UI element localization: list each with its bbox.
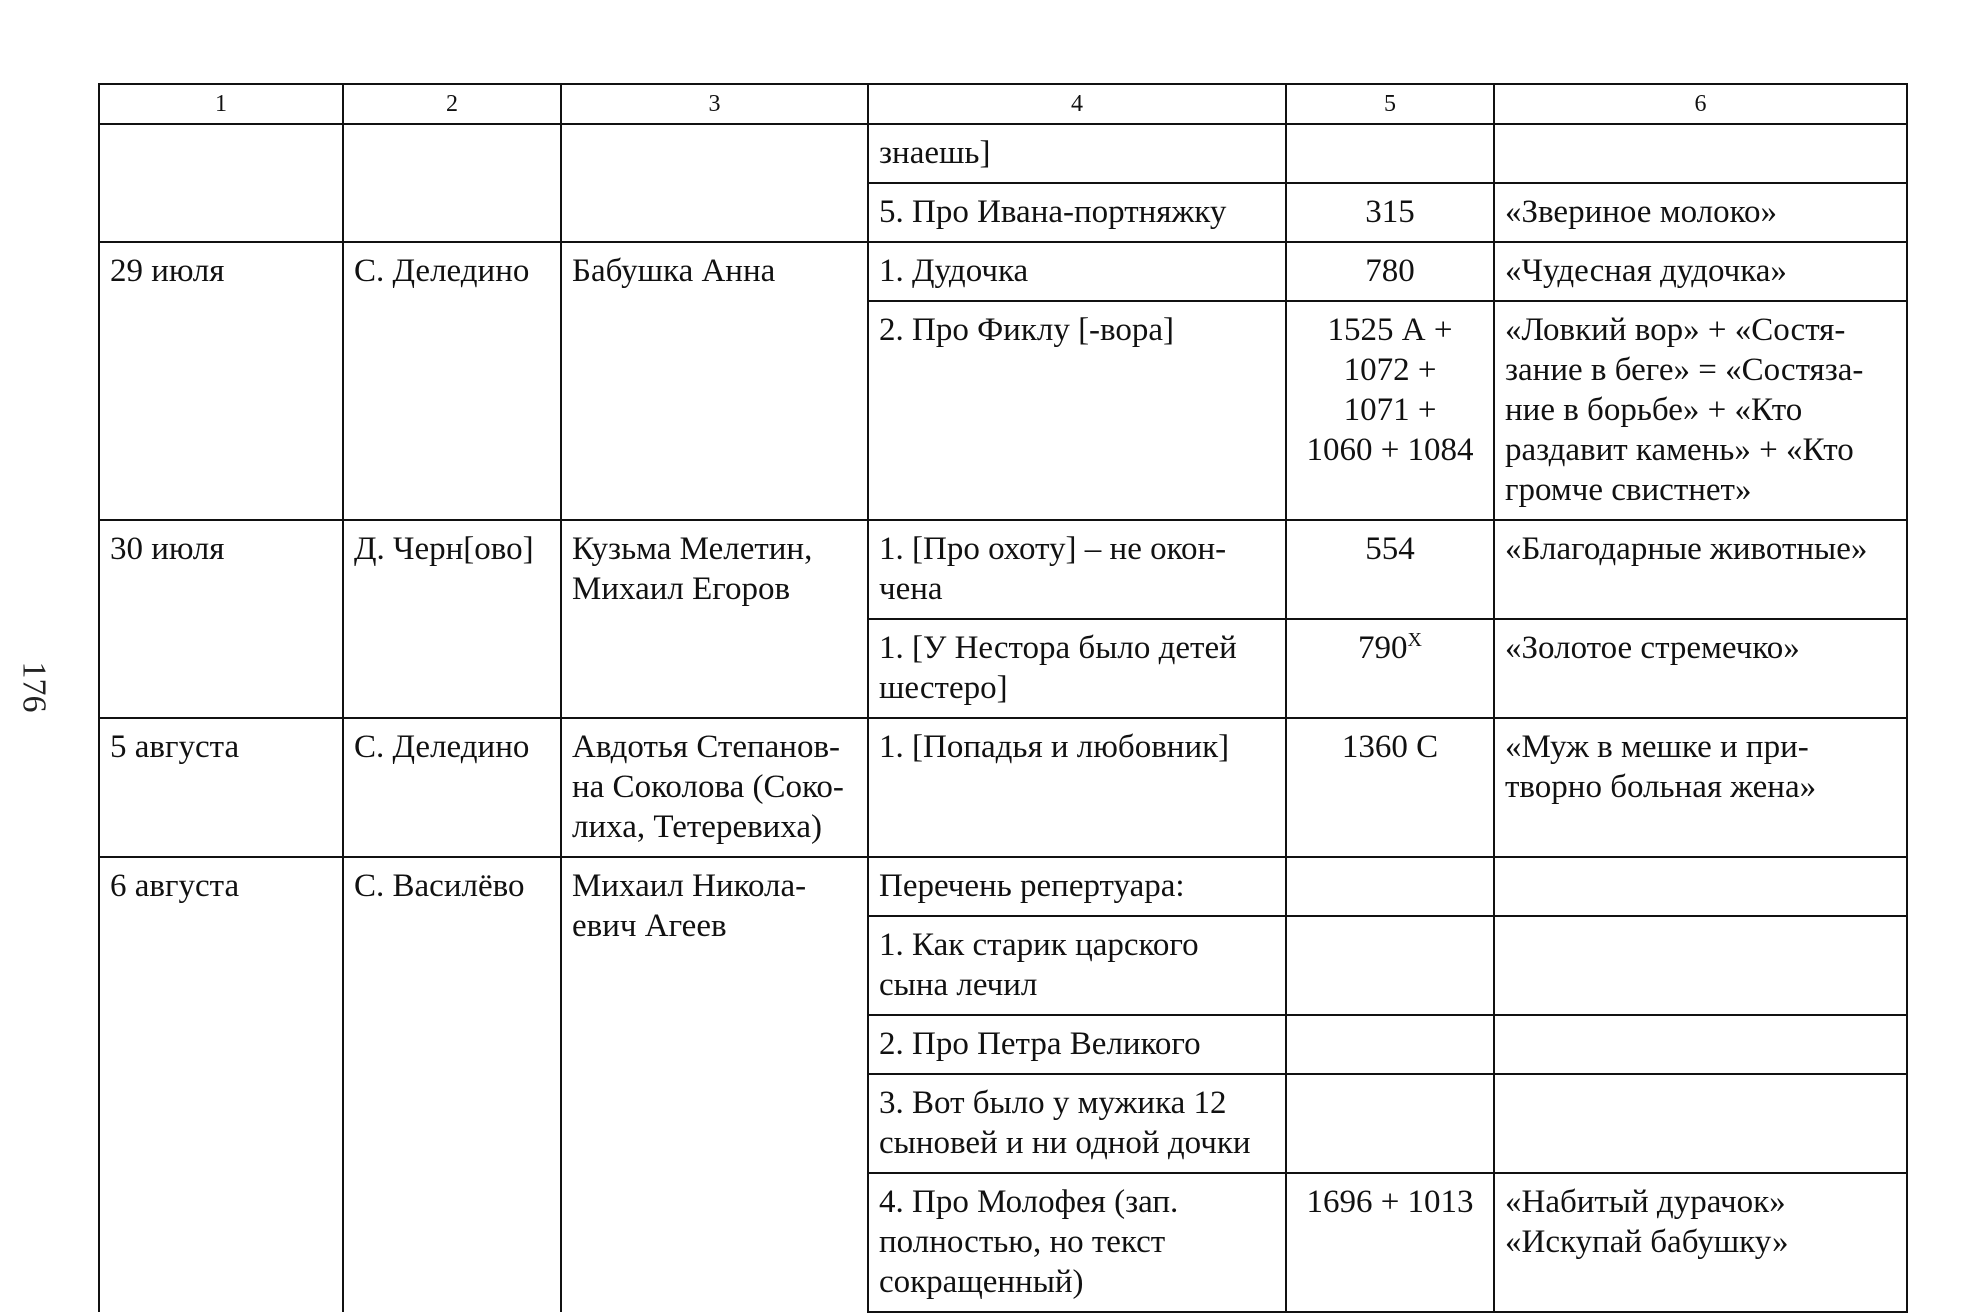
- plot-line: «Ловкий вор» + «Состя-: [1505, 312, 1846, 348]
- type-line: 1071 +: [1343, 392, 1437, 428]
- plot-cell: [1494, 718, 1907, 857]
- informant-line: Кузьма Мелетин,: [572, 531, 813, 567]
- date-cell: [99, 124, 343, 242]
- informant-cell: [561, 718, 868, 857]
- plot-cell: [1494, 1074, 1907, 1173]
- title-line: 3. Вот было у мужика 12: [879, 1085, 1227, 1121]
- type-superscript: X: [1407, 629, 1422, 651]
- type-cell: [1286, 916, 1494, 1015]
- type-cell: [1286, 1074, 1494, 1173]
- folklore-table: [98, 83, 1908, 1313]
- plot-line: зание в беге» = «Состяза-: [1505, 352, 1864, 388]
- informant-cell: [561, 124, 868, 242]
- informant-line: евич Агеев: [572, 908, 727, 944]
- column-header: 2: [343, 84, 561, 124]
- title-cell: 1. Дудочка: [868, 242, 1286, 301]
- table-row: [99, 718, 1907, 857]
- title-cell: 2. Про Фиклу [-вора]: [868, 301, 1286, 520]
- place-cell: С. Деледино: [343, 242, 561, 520]
- place-cell: Д. Черн[ово]: [343, 520, 561, 718]
- date-cell: 29 июля: [99, 242, 343, 520]
- title-line: сына лечил: [879, 967, 1038, 1003]
- plot-line: «Муж в мешке и при-: [1505, 729, 1809, 765]
- table-row: [99, 242, 1907, 301]
- title-line: сыновей и ни одной дочки: [879, 1125, 1251, 1161]
- title-line: полностью, но текст: [879, 1224, 1166, 1260]
- column-header: 6: [1494, 84, 1907, 124]
- plot-cell: [1494, 1173, 1907, 1312]
- informant-cell: [561, 520, 868, 718]
- table-row: [99, 124, 1907, 183]
- type-cell: [1286, 619, 1494, 718]
- plot-cell: «Золотое стремечко»: [1494, 619, 1907, 718]
- title-line: сокращенный): [879, 1264, 1084, 1300]
- plot-line: раздавит камень» + «Кто: [1505, 432, 1854, 468]
- plot-cell: [1494, 124, 1907, 183]
- date-cell: 6 августа: [99, 857, 343, 1312]
- table-row: [99, 857, 1907, 916]
- title-line: 1. [У Нестора было детей: [879, 630, 1237, 666]
- type-cell: 554: [1286, 520, 1494, 619]
- type-cell: 780: [1286, 242, 1494, 301]
- type-cell: [1286, 1015, 1494, 1074]
- plot-line: громче свистнет»: [1505, 472, 1752, 508]
- date-cell: 5 августа: [99, 718, 343, 857]
- plot-cell: «Благодарные животные»: [1494, 520, 1907, 619]
- column-header: 5: [1286, 84, 1494, 124]
- title-cell: Перечень репертуара:: [868, 857, 1286, 916]
- title-line: 1. Как старик царского: [879, 927, 1199, 963]
- plot-cell: [1494, 1015, 1907, 1074]
- title-cell: 2. Про Петра Великого: [868, 1015, 1286, 1074]
- plot-line: «Набитый дурачок»: [1505, 1184, 1786, 1220]
- title-cell: [868, 916, 1286, 1015]
- informant-cell: [561, 857, 868, 1312]
- type-cell: [1286, 301, 1494, 520]
- type-line: 1060 + 1084: [1306, 432, 1474, 468]
- plot-cell: [1494, 301, 1907, 520]
- date-cell: 30 июля: [99, 520, 343, 718]
- place-cell: [343, 124, 561, 242]
- informant-line: лиха, Тетеревиха): [572, 809, 823, 845]
- type-value: 790: [1358, 630, 1408, 666]
- title-line: шестеро]: [879, 670, 1008, 706]
- page-number: 176: [15, 661, 53, 713]
- informant-line: Михаил Егоров: [572, 571, 791, 607]
- type-cell: 1360 С: [1286, 718, 1494, 857]
- type-line: 1072 +: [1343, 352, 1437, 388]
- informant-line: Михаил Никола-: [572, 868, 807, 904]
- plot-cell: [1494, 857, 1907, 916]
- title-cell: [868, 1173, 1286, 1312]
- type-line: 1525 А +: [1327, 312, 1453, 348]
- type-cell: 315: [1286, 183, 1494, 242]
- title-cell: 5. Про Ивана-портняжку: [868, 183, 1286, 242]
- column-header: 4: [868, 84, 1286, 124]
- informant-cell: Бабушка Анна: [561, 242, 868, 520]
- title-cell: [868, 1074, 1286, 1173]
- title-line: 4. Про Молофея (зап.: [879, 1184, 1179, 1220]
- table-row: [99, 520, 1907, 619]
- plot-cell: «Чудесная дудочка»: [1494, 242, 1907, 301]
- plot-line: ние в борьбе» + «Кто: [1505, 392, 1803, 428]
- informant-line: Авдотья Степанов-: [572, 729, 841, 765]
- title-cell: знаешь]: [868, 124, 1286, 183]
- column-header: 1: [99, 84, 343, 124]
- title-cell: [868, 619, 1286, 718]
- place-cell: С. Василёво: [343, 857, 561, 1312]
- title-line: 1. [Про охоту] – не окон-: [879, 531, 1227, 567]
- type-cell: [1286, 124, 1494, 183]
- column-header: 3: [561, 84, 868, 124]
- plot-cell: [1494, 916, 1907, 1015]
- column-number-row: [99, 84, 1907, 124]
- plot-cell: «Звериное молоко»: [1494, 183, 1907, 242]
- plot-line: творно больная жена»: [1505, 769, 1817, 805]
- title-cell: [868, 520, 1286, 619]
- plot-line: «Искупай бабушку»: [1505, 1224, 1789, 1260]
- type-cell: 1696 + 1013: [1286, 1173, 1494, 1312]
- type-cell: [1286, 857, 1494, 916]
- informant-line: на Соколова (Соко-: [572, 769, 844, 805]
- title-line: чена: [879, 571, 943, 607]
- place-cell: С. Деледино: [343, 718, 561, 857]
- title-cell: 1. [Попадья и любовник]: [868, 718, 1286, 857]
